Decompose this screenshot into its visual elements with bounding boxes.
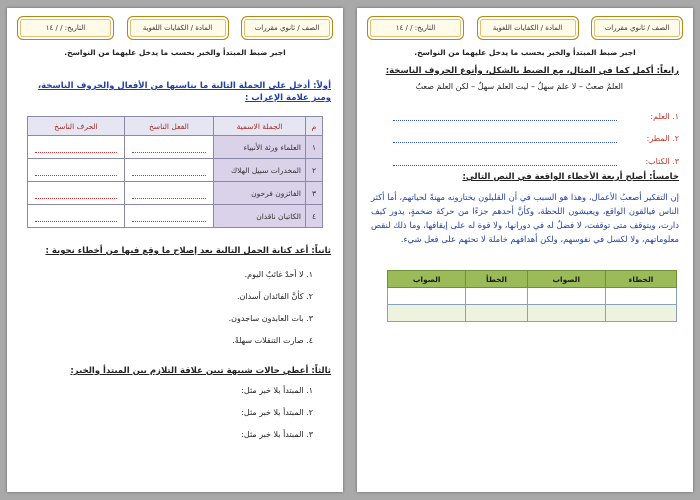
date-box: التاريخ: / / ١٤ bbox=[17, 16, 114, 40]
worksheet-page-right bbox=[357, 8, 693, 492]
text-passage: إن التفكير أصعبُ الأعمال، وهذا هو السبب في أن القليلون يختارونه مهنةً لحياتهم، أما أكثر الناس فيالقون الواقع، ويعيشون اللحظة، وكأنَّ أحدهم جزءًا من حركة ضخمةٍ، يدور كيف دارت، ويتوقف متى توقفت، لا فضلٌ له في دورانها، ولا قوة له على إيقافها، وما ذلك لنقص معلوماتهم، ولا لكسل في نفوسهم، ولكن أهدافهم خاملة لا تحثهم على فعل شيء. bbox=[371, 192, 679, 244]
answer-cell[interactable] bbox=[466, 288, 527, 305]
answer-cell[interactable] bbox=[124, 159, 213, 182]
question-label: ٢. المطر: bbox=[646, 134, 679, 143]
col-error: الخطأ bbox=[466, 271, 527, 288]
answer-cell[interactable] bbox=[124, 205, 213, 228]
grade-box: الصف / ثانوي مقررات bbox=[591, 16, 683, 40]
grade-box: الصف / ثانوي مقررات bbox=[241, 16, 333, 40]
list-item: ١. المبتدأ بلا خبر مثل: bbox=[241, 386, 313, 395]
section1-title: أولاً: أدخل على الجملة التالية ما يناسبها من الأفعال والحروف الناسخة، وميز علامة الإعراب : bbox=[37, 81, 331, 103]
table-row bbox=[388, 288, 677, 305]
subject-box: المادة / الكفايات اللغوية bbox=[477, 16, 579, 40]
list-item: ٣. بات العابدون ساجدون. bbox=[228, 314, 313, 323]
list-item: ٣. المبتدأ بلا خبر مثل: bbox=[241, 430, 313, 439]
answer-cell[interactable] bbox=[124, 136, 213, 159]
answer-cell[interactable] bbox=[388, 288, 466, 305]
section3-title: ثالثاً: أعطي حالات شبيهة تبين علاقة التلازم بين المبتدأ والخبر: bbox=[70, 366, 331, 376]
page-header bbox=[367, 16, 683, 42]
example-sentence: العلمُ صعبٌ – لا علمَ سهلٌ – ليت العلمَ سهلٌ – لكن العلمَ صعبٌ bbox=[415, 82, 623, 91]
answer-cell[interactable] bbox=[466, 305, 527, 322]
table-row: ٤ الكاتبان ناقدان bbox=[28, 205, 323, 228]
answer-cell[interactable] bbox=[605, 288, 676, 305]
col-sentence: الجملة الاسمية bbox=[214, 117, 306, 136]
section5-title: خامساً: أصلح أربعة الأخطاء الواقعة في النص التالي: bbox=[462, 172, 679, 182]
list-item: ٢. المبتدأ بلا خبر مثل: bbox=[241, 408, 313, 417]
answer-cell[interactable] bbox=[28, 136, 125, 159]
answer-cell[interactable] bbox=[28, 159, 125, 182]
question-label: ١. العلم: bbox=[650, 112, 679, 121]
worksheet-page-left bbox=[7, 8, 343, 492]
answer-line[interactable] bbox=[393, 165, 617, 166]
col-num: م bbox=[306, 117, 323, 136]
nawasikh-table bbox=[27, 116, 323, 228]
answer-cell[interactable] bbox=[28, 182, 125, 205]
table-row: ١ العلماء ورثة الأنبياء bbox=[28, 136, 323, 159]
subject-box: المادة / الكفايات اللغوية bbox=[127, 16, 229, 40]
col-error: الخطاء bbox=[605, 271, 676, 288]
col-correct: الصواب bbox=[388, 271, 466, 288]
answer-cell[interactable] bbox=[124, 182, 213, 205]
col-particle: الحرف الناسخ bbox=[28, 117, 125, 136]
table-row: ٣ الفائزون فرحون bbox=[28, 182, 323, 205]
page-header bbox=[17, 16, 333, 42]
col-verb: الفعل الناسخ bbox=[124, 117, 213, 136]
answer-cell[interactable] bbox=[527, 305, 605, 322]
instruction-note: اجبر ضبط المبتدأ والخبر بحسب ما يدخل عليهما من النواسخ. bbox=[414, 48, 636, 57]
instruction-note: اجبر ضبط المبتدأ والخبر بحسب ما يدخل عليهما من النواسخ. bbox=[64, 48, 286, 57]
col-correct: الصواب bbox=[527, 271, 605, 288]
answer-cell[interactable] bbox=[388, 305, 466, 322]
table-row: ٢ المخدرات سبيل الهلاك bbox=[28, 159, 323, 182]
list-item: ٤. صارت التنقلات سهلةً. bbox=[232, 336, 313, 345]
answer-line[interactable] bbox=[393, 142, 617, 143]
answer-cell[interactable] bbox=[28, 205, 125, 228]
table-row bbox=[388, 305, 677, 322]
list-item: ٢. كأنَّ الفائدان أسدان. bbox=[236, 292, 313, 301]
answer-cell[interactable] bbox=[527, 288, 605, 305]
date-box: التاريخ: / / ١٤ bbox=[367, 16, 464, 40]
answer-line[interactable] bbox=[393, 120, 617, 121]
corrections-table bbox=[387, 270, 677, 322]
question-label: ٣. الكتاب: bbox=[645, 157, 679, 166]
section2-title: ثانياً: أعد كتابة الجمل التالية بعد إصلاح ما وقع فيها من أخطاء نحوية : bbox=[45, 246, 331, 256]
section4-title: رابعاً: أكمل كما في المثال، مع الضبط بالشكل، وأنوع الحروف الناسخة: bbox=[385, 66, 679, 76]
answer-cell[interactable] bbox=[605, 305, 676, 322]
list-item: ١. لا أحدٌ غائبٌ اليوم. bbox=[244, 270, 313, 279]
